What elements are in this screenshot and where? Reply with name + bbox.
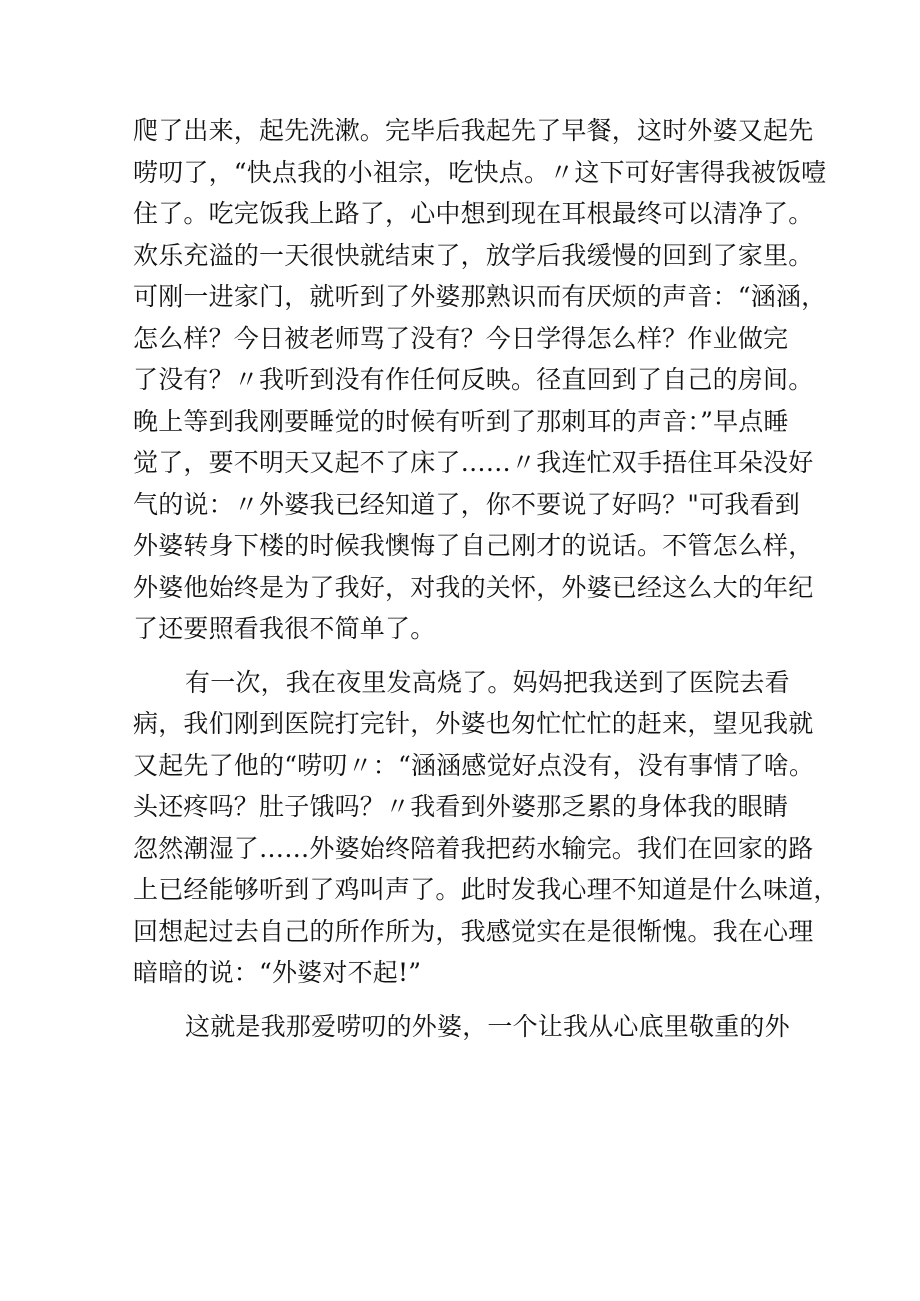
paragraph-3 xyxy=(133,1006,793,1048)
text-line: 怎么样？今日被老师骂了没有？今日学得怎么样？作业做完 xyxy=(133,323,789,353)
text-line: 晚上等到我刚要睡觉的时候有听到了那刺耳的声音：”早点睡 xyxy=(133,406,789,436)
text-line: 有一次，我在夜里发高烧了。妈妈把我送到了医院去看 xyxy=(185,667,790,697)
text-line: 忽然潮湿了……外婆始终陪着我把药水输完。我们在回家的路 xyxy=(133,833,814,863)
text-line: 气的说：〃外婆我已经知道了，你不要说了好吗？"可我看到 xyxy=(133,489,800,519)
text-line: 头还疼吗？肚子饿吗？〃我看到外婆那乏累的身体我的眼睛 xyxy=(133,792,789,821)
text-line: 外婆转身下楼的时候我懊悔了自己刚才的说话。不管怎么样， xyxy=(133,531,814,560)
text-line: 病，我们刚到医院打完针，外婆也匆忙忙忙的赶来，望见我就 xyxy=(133,709,814,738)
text-line: 欢乐充溢的一天很快就结束了，放学后我缓慢的回到了家里。 xyxy=(133,240,814,270)
text-line: 回想起过去自己的所作所为，我感觉实在是很惭愧。我在心理 xyxy=(133,916,814,946)
text-line: 住了。吃完饭我上路了，心中想到现在耳根最终可以清净了。 xyxy=(133,199,814,228)
text-line: 可刚一进家门，就听到了外婆那熟识而有厌烦的声音：“涵涵， xyxy=(133,282,827,311)
text-line: 了没有？〃我听到没有作任何反映。径直回到了自己的房间。 xyxy=(133,365,814,394)
text-line: 暗暗的说：“外婆对不起!” xyxy=(133,958,422,987)
text-line: 了还要照看我很不简单了。 xyxy=(133,614,436,643)
text-line: 上已经能够听到了鸡叫声了。此时发我心理不知道是什么味道， xyxy=(133,875,839,904)
text-line: 唠叨了，“快点我的小祖宗，吃快点。〃这下可好害得我被饭噎 xyxy=(133,157,827,187)
text-line: 这就是我那爱唠叨的外婆，一个让我从心底里敬重的外 xyxy=(185,1011,790,1041)
body-text xyxy=(133,110,839,1047)
paragraph-gap xyxy=(133,994,793,1006)
paragraph-1 xyxy=(133,110,827,650)
text-line: 爬了出来，起先洗漱。完毕后我起先了早餐，这时外婆又起先 xyxy=(133,116,814,145)
text-line: 外婆他始终是为了我好，对我的关怀，外婆已经这么大的年纪 xyxy=(133,572,814,602)
text-line: 觉了，要不明天又起不了床了……〃我连忙双手捂住耳朵没好 xyxy=(133,448,814,477)
paragraph-2 xyxy=(133,662,839,994)
paragraph-gap xyxy=(133,650,793,662)
text-line: 又起先了他的“唠叨〃：“涵涵感觉好点没有，没有事情了啥。 xyxy=(133,750,815,780)
